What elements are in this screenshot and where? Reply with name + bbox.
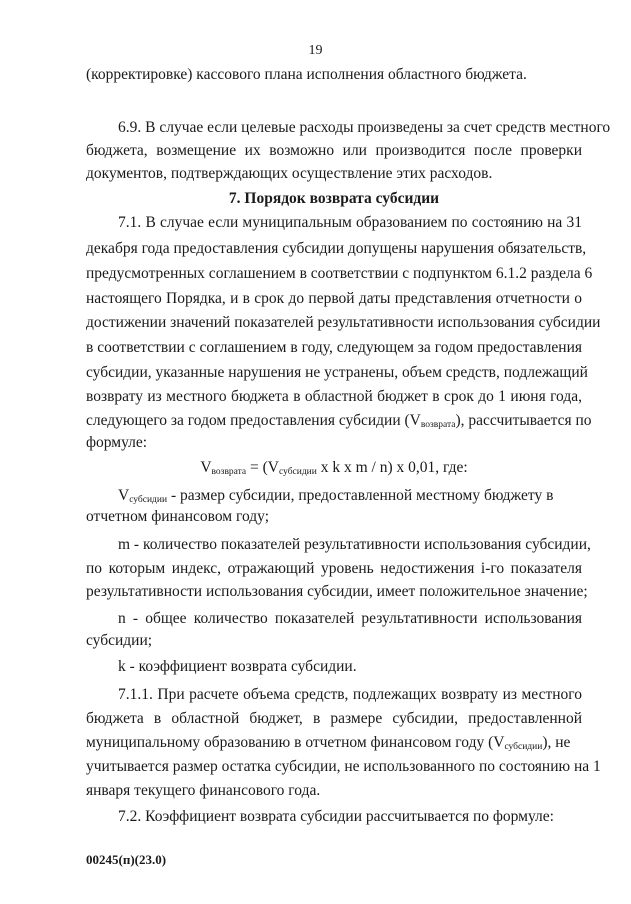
text-line — [118, 487, 582, 509]
text-line: 6.9. В случае если целевые расходы произведены за счет средств местного — [118, 119, 611, 136]
text-line: возврату из местного бюджета в областной бюджет в срок до 1 июня года, — [86, 388, 582, 405]
footer-code: 00245(п)(23.0) — [86, 852, 167, 867]
section-heading: 7. Порядок возврата субсидии — [228, 190, 440, 207]
text-line: 7.2. Коэффициент возврата субсидии рассчитывается по формуле: — [118, 808, 554, 825]
text-line: по которым индекс, отражающий уровень недостижения i-го показателя — [86, 560, 582, 577]
text-segment: V — [118, 487, 130, 504]
formula — [86, 459, 582, 481]
text-line: в соответствии с соглашением в году, следующем за годом предоставления — [86, 339, 582, 356]
text-segment: - размер субсидии, предоставленной местному бюджету в — [167, 487, 554, 504]
text-line: января текущего финансового года. — [86, 782, 321, 799]
subscript: субсидии — [279, 467, 317, 477]
text-line: декабря года предоставления субсидии допущены нарушения обязательств, — [86, 240, 587, 257]
text-line: (корректировке) кассового плана исполнения областного бюджета. — [86, 66, 527, 83]
page-number: 19 — [308, 43, 323, 58]
text-line: k - коэффициент возврата субсидии. — [118, 658, 357, 675]
text-line: 7.1.1. При расчете объема средств, подлежащих возврату из местного — [118, 686, 582, 703]
text-line: m - количество показателей результативности использования субсидии, — [118, 536, 591, 553]
text-line: субсидии, указанные нарушения не устранены, объем средств, подлежащий — [86, 364, 588, 381]
formula-part: x k x m / n) x 0,01, где: — [316, 459, 468, 476]
subscript: возврата — [420, 420, 456, 430]
text-line: результативности использования субсидии, имеет положительное значение; — [86, 583, 588, 600]
text-line: формуле: — [86, 434, 148, 451]
text-line: достижении значений показателей результативности использования субсидии — [86, 314, 601, 331]
text-line: 7.1. В случае если муниципальным образованием по состоянию на 31 — [118, 214, 582, 231]
text-line: отчетном финансовом году; — [86, 508, 270, 525]
text-line: предусмотренных соглашением в соответствии с подпунктом 6.1.2 раздела 6 — [86, 265, 593, 282]
text-line — [86, 412, 592, 434]
text-line: бюджета в областной бюджет, в размере субсидии, предоставленной — [86, 710, 582, 727]
text-line: настоящего Порядка, и в срок до первой даты представления отчетности о — [86, 290, 582, 307]
text-segment: следующего за годом предоставления субсидии (V — [86, 412, 421, 429]
text-line: учитывается размер остатка субсидии, не использованного по состоянию на 1 — [86, 758, 601, 775]
formula-part: = (V — [246, 459, 279, 476]
subscript: возврата — [211, 467, 247, 477]
text-line: n - общее количество показателей результативности использования — [118, 610, 582, 627]
formula-part: V — [200, 459, 212, 476]
subscript: субсидии — [129, 495, 168, 505]
text-line: документов, подтверждающих осуществление этих расходов. — [86, 165, 493, 182]
text-segment: ), рассчитывается по — [455, 412, 592, 429]
text-segment: муниципальному образованию в отчетном финансовом году (V — [86, 734, 505, 751]
text-line: бюджета, возмещение их возможно или производится после проверки — [86, 142, 582, 159]
subscript: субсидии — [504, 742, 543, 752]
text-line — [86, 734, 582, 756]
text-line: субсидии; — [86, 632, 153, 649]
text-segment: ), не — [542, 734, 571, 751]
